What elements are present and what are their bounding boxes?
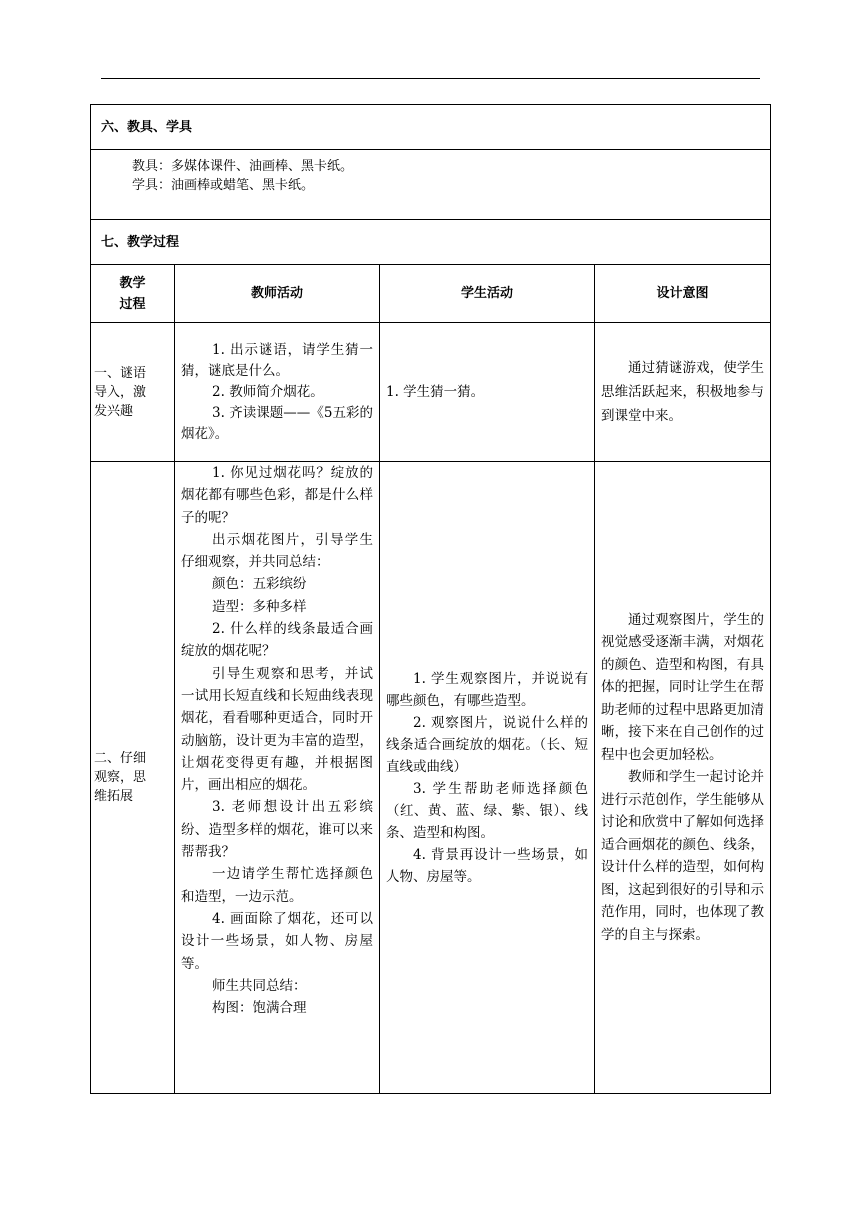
row2-teacher-item: 一边请学生帮忙选择颜色和造型，一边示范。: [181, 866, 373, 905]
student-tools: 学具：油画棒或蜡笔、黑卡纸。: [132, 178, 315, 193]
row2-teacher: [175, 462, 380, 1094]
row2-teacher-item: 2. 什么样的线条最适合画绽放的烟花呢？: [181, 621, 373, 660]
section6-header-row: [91, 105, 771, 150]
row1-intent: [595, 323, 771, 462]
row2-stage-line: 维拓展: [94, 789, 134, 804]
row2-teacher-item: 师生共同总结：: [212, 977, 307, 994]
tools-cell: [91, 150, 771, 220]
row1-student-item: 1. 学生猜一猜。: [386, 383, 485, 400]
section7-header-row: [91, 220, 771, 265]
row1-stage-line: 导入，激: [94, 384, 147, 400]
row2-student-item: 4. 背景再设计一些场景，如人物、房屋等。: [386, 846, 588, 885]
table-row: [91, 323, 771, 462]
row1-intent-item: 通过猜谜游戏，使学生思维活跃起来，积极地参与到课堂中来。: [601, 360, 765, 424]
row2-intent-item: 通过观察图片，学生的视觉感受逐渐丰满，对烟花的颜色、造型和构图，有具体的把握，同时让学生在帮助老师的过程中思路更加清晰，接下来在自己创作的过程中也会更加轻松。: [601, 611, 765, 763]
col-stage-header: [91, 265, 175, 323]
row1-stage: [91, 323, 175, 462]
row2-intent: [595, 462, 771, 1094]
row2-student-item: 3. 学生帮助老师选择颜色（红、黄、蓝、绿、紫、银）、线条、造型和构图。: [386, 780, 588, 841]
row2-stage: [91, 462, 175, 1094]
row2-teacher-item: 颜色：五彩缤纷: [212, 576, 307, 593]
row2-teacher-item: 1. 你见过烟花吗？绽放的烟花都有哪些色彩，都是什么样子的呢？: [181, 465, 373, 526]
row2-teacher-item: 4. 画面除了烟花，还可以设计一些场景，如人物、房屋等。: [181, 910, 373, 972]
col-intent-header: 设计意图: [595, 265, 771, 323]
lesson-plan-table: [90, 104, 771, 1094]
row1-stage-line: 发兴趣: [94, 403, 134, 419]
row2-teacher-item: 引导生观察和思考，并试一试用长短直线和长短曲线表现烟花，看看哪种更适合，同时开动脑筋，设计更为丰富的造型，让烟花变得更有趣，并根据图片，画出相应的烟花。: [181, 665, 373, 794]
col-stage-line1: 教学: [119, 275, 146, 291]
col-stage-line2: 过程: [119, 296, 146, 312]
row1-teacher-item: 3. 齐读课题——《5五彩的烟花》。: [181, 404, 373, 442]
section6-content-row: [91, 150, 771, 220]
col-student-header: 学生活动: [380, 265, 595, 323]
row2-student-item: 1. 学生观察图片，并说说有哪些颜色，有哪些造型。: [386, 670, 588, 709]
row2-student: [380, 462, 595, 1094]
row1-teacher-item: 1. 出示谜语，请学生猜一猜，谜底是什么。: [181, 341, 373, 379]
row1-teacher-item: 2. 教师简介烟花。: [212, 383, 324, 400]
row2-teacher-item: 出示烟花图片，引导学生仔细观察，并共同总结：: [181, 531, 373, 571]
row1-student: [380, 323, 595, 462]
teacher-tools: 教具：多媒体课件、油画棒、黑卡纸。: [132, 159, 354, 174]
row1-stage-line: 一、谜语: [94, 365, 147, 381]
table-row: [91, 462, 771, 1094]
row2-teacher-item: 3. 老师想设计出五彩缤纷、造型多样的烟花，谁可以来帮帮我？: [181, 799, 373, 861]
row1-teacher: [175, 323, 380, 462]
column-header-row: [91, 265, 771, 323]
section7-title: 七、教学过程: [91, 220, 771, 265]
row2-student-item: 2. 观察图片，说说什么样的线条适合画绽放的烟花。（长、短直线或曲线）: [386, 714, 588, 775]
row2-stage-line: 二、仔细: [94, 751, 147, 766]
row2-intent-item: 教师和学生一起讨论并进行示范创作，学生能够从讨论和欣赏中了解如何选择适合画烟花的颜色、线条，设计什么样的造型，如何构图，这起到很好的引导和示范作用，同时，也体现了教学的自主与探索。: [601, 769, 765, 943]
header-rule: [101, 78, 760, 79]
row2-teacher-item: 造型：多种多样: [212, 598, 307, 615]
row2-stage-line: 观察，思: [94, 770, 147, 785]
col-teacher-header: 教师活动: [175, 265, 380, 323]
row2-teacher-item: 构图：饱满合理: [212, 1000, 307, 1017]
section6-title: 六、教具、学具: [91, 105, 771, 150]
